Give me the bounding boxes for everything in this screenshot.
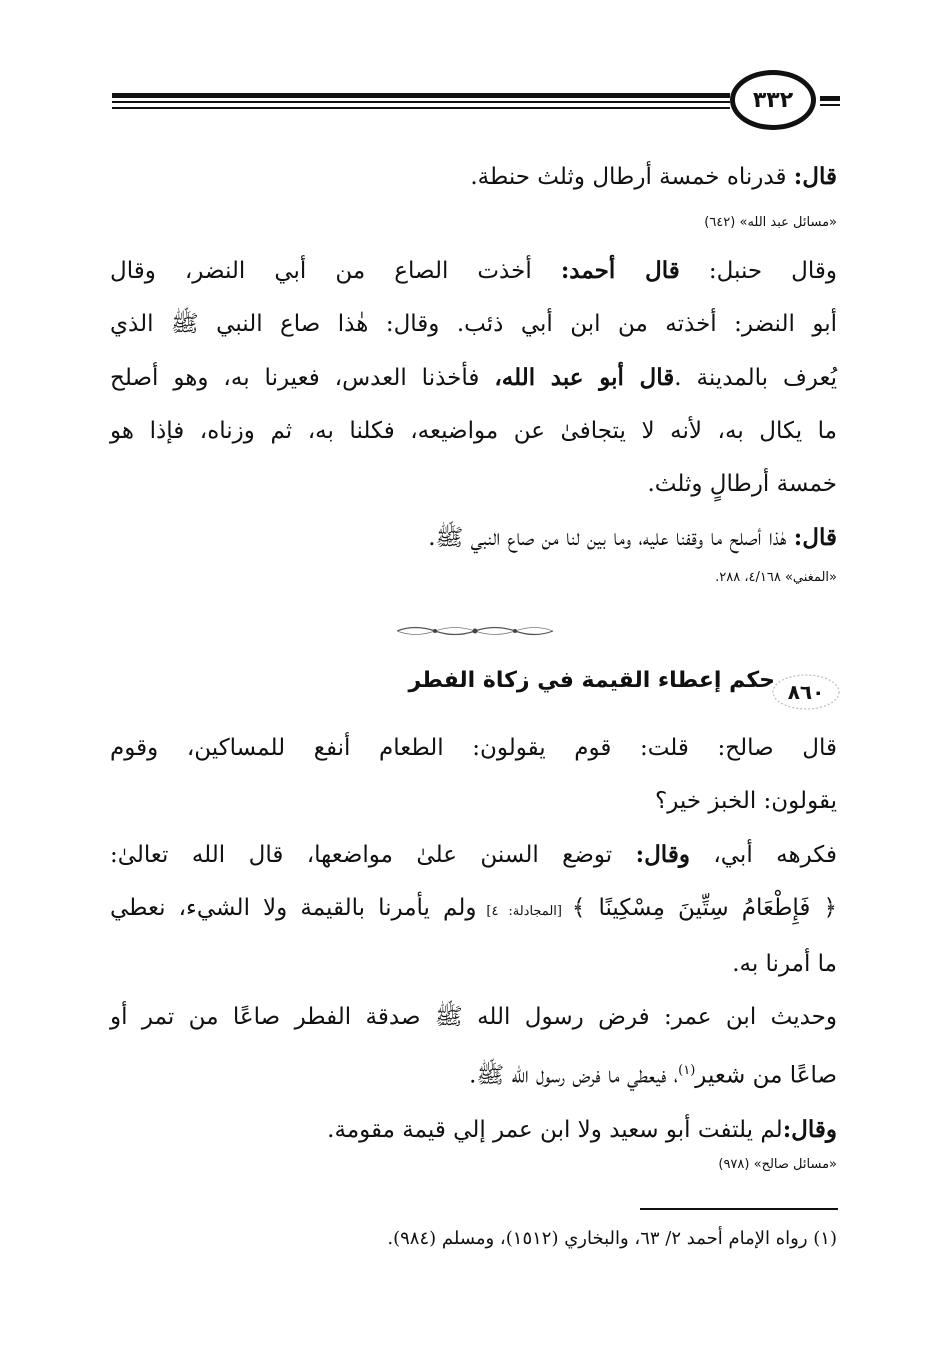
source-reference: «مسائل عبد الله» (٦٤٢): [704, 215, 837, 230]
speaker-label: قال:: [793, 524, 837, 551]
page-number: ٣٣٢: [730, 70, 816, 130]
quran-verse: ﴿ فَإِطْعَامُ سِتِّينَ مِسْكِينًا ﴾: [571, 895, 837, 921]
source-reference: «مسائل صالح» (٩٧٨): [718, 1157, 837, 1172]
paragraph: [110, 244, 837, 565]
speaker-label: قال:: [793, 163, 837, 190]
text-run: ولم يأمرنا بالقيمة ولا الشيء، نعطي: [110, 895, 477, 921]
text-line: خمسة أرطالٍ وثلث.: [647, 471, 837, 497]
text-line: أبو النضر: أخذته من ابن أبي ذئب. وقال: هٰذا صاع النبي ﷺ الذي: [110, 311, 837, 337]
text-line: [110, 244, 837, 298]
text-run: فكرهه أبي،: [689, 842, 837, 868]
text-line: قال صالح: قلت: قوم يقولون: الطعام أنفع للمساكين، وقوم: [110, 735, 837, 761]
text-run: هٰذا أصلح ما وقفنا عليه، وما بين لنا من صاع النبي ﷺ.: [428, 525, 794, 551]
header-rule-stub: [820, 104, 840, 106]
header-rule: [112, 93, 730, 98]
text-run: يُعرف بالمدينة .: [674, 365, 837, 391]
verse-reference: [المجادلة: ٤]: [476, 904, 572, 919]
paragraph: [110, 722, 837, 1157]
text-line: ما أمرنا به.: [732, 951, 837, 977]
text-line: [110, 1103, 837, 1157]
header-rule-stub: [820, 96, 840, 101]
text-run-bold: قال أحمد:: [560, 257, 680, 284]
header-rule-thin: [112, 107, 730, 109]
section-title: حكم إعطاء القيمة في زكاة الفطر: [408, 668, 775, 693]
text-run: قدرناه خمسة أرطال وثلث حنطة.: [470, 164, 794, 190]
header-rule-thin: [112, 101, 730, 103]
section-number-text: ٨٦٠: [787, 680, 825, 704]
text-line: ما يكال به، لأنه لا يتجافىٰ عن مواضيعه، فكلنا به، ثم وزناه، فإذا هو: [110, 418, 837, 444]
section-number: [770, 672, 842, 712]
text-run: وقال حنبل:: [679, 258, 837, 284]
text-run-bold: قال أبو عبد الله،: [494, 364, 675, 391]
source-reference: «المغني» ٤/١٦٨، ٢٨٨.: [715, 570, 837, 585]
text-run: أخذت الصاع من أبي النضر، وقال: [110, 258, 561, 284]
speaker-label: وقال:: [782, 1115, 837, 1143]
text-line: [110, 882, 837, 938]
paragraph: [110, 150, 837, 204]
text-run: فأخذنا العدس، فعيرنا به، وهو أصلح: [110, 365, 495, 391]
footnote: (١) رواه الإمام أحمد ٢/ ٦٣، والبخاري (١٥١٢)، ومسلم (٩٨٤).: [387, 1228, 837, 1249]
text-run: توضع السنن علىٰ مواضعها، قال الله تعالىٰ:: [110, 842, 636, 868]
text-line: [110, 150, 837, 204]
text-line: [110, 1044, 837, 1103]
text-run: ، فيعطي ما فرض رسول الله ﷺ.: [469, 1062, 679, 1089]
text-line: [110, 828, 837, 882]
text-line: [110, 511, 837, 565]
ornament-divider: [395, 624, 555, 638]
text-run: صاعًا من شعير: [695, 1062, 837, 1089]
text-line: [110, 351, 837, 405]
text-line: يقولون: الخبز خير؟: [654, 788, 837, 814]
text-run-bold: وقال:: [635, 841, 690, 868]
text-line: وحديث ابن عمر: فرض رسول الله ﷺ صدقة الفطر صاعًا من تمر أو: [110, 1004, 837, 1030]
text-run: لم يلتفت أبو سعيد ولا ابن عمر إلي قيمة مقومة.: [327, 1116, 783, 1143]
footnote-marker[interactable]: (١): [678, 1063, 696, 1078]
footnote-rule: [640, 1208, 838, 1210]
